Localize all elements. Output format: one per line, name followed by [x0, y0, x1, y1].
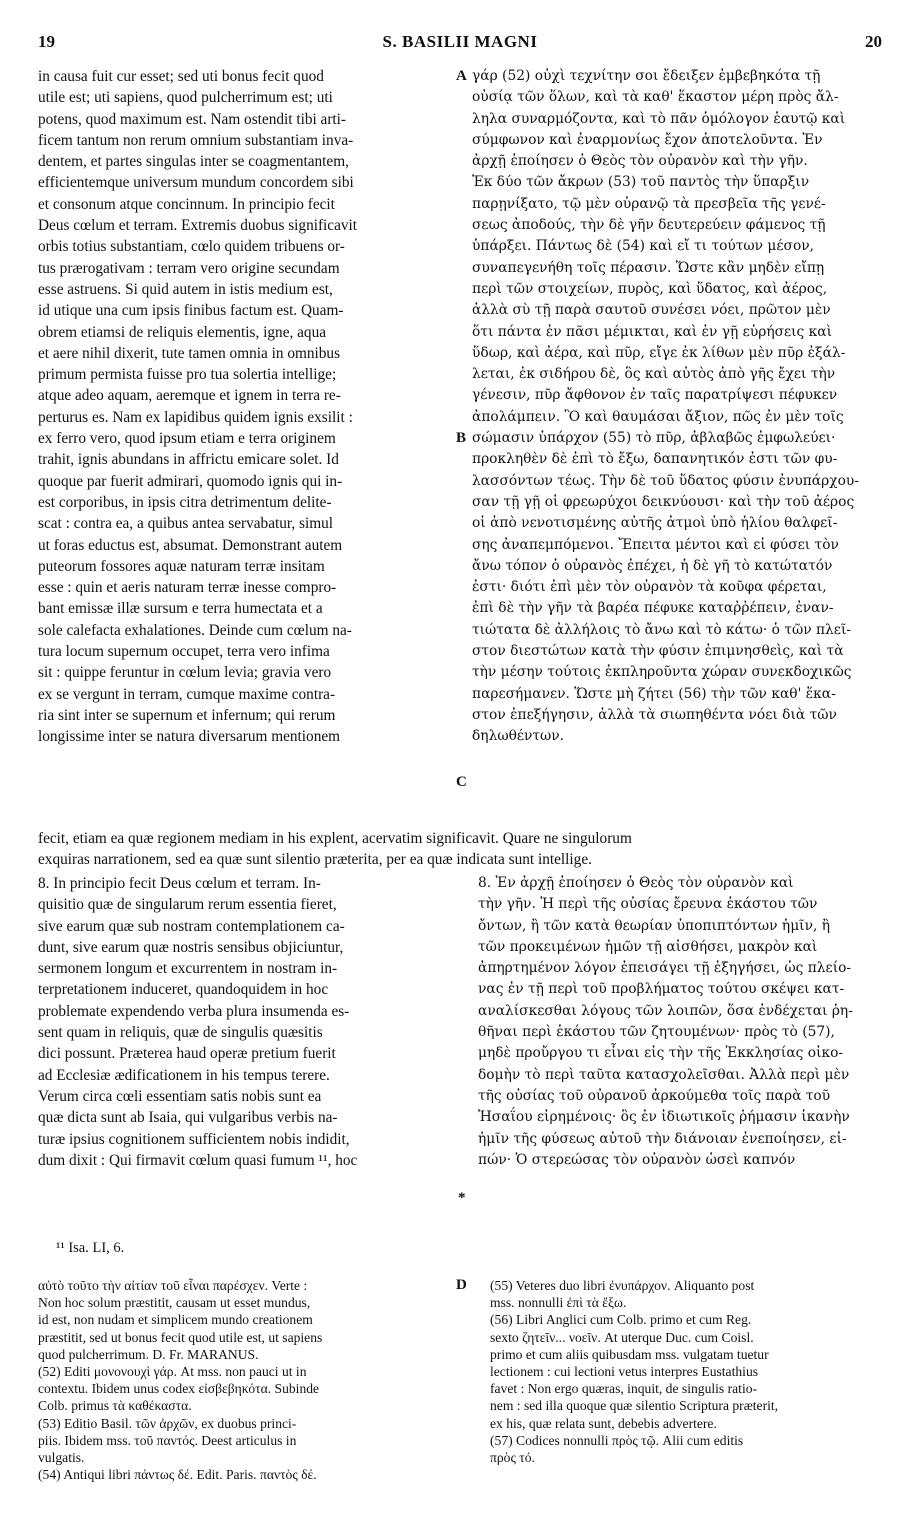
text-line: δομὴν τὸ περὶ ταῦτα κατασχολεῖσθαι. Ἀλλὰ περὶ μὲν — [478, 1066, 850, 1083]
margin-mark-a: A — [456, 68, 467, 84]
text-line: ex se vergunt in terram, cumque maxime contra- — [38, 685, 336, 703]
note-line: lectionem : cui lectioni vetus interpres Eustathius — [490, 1363, 759, 1379]
scripture-footnote: ¹¹ Isa. LI, 6. — [56, 1240, 125, 1256]
text-line: οἱ ἀπὸ νενοτισμένης αὐτῆς ἀτμοὶ ὑπὸ ἡλίου θαλφεῖ- — [472, 515, 838, 532]
text-line: συναπεγενήθη τοῖς πέρασιν. Ὥστε κἂν μηδὲν εἴπῃ — [472, 259, 825, 276]
text-line: σεως ἀποδούς, τὴν δὲ γῆν δευτερεύειν φάμενος τῇ — [472, 217, 826, 234]
note-line: contextu. Ibidem unus codex εἰσβεβηκότα. Subinde — [38, 1381, 320, 1397]
text-line: προκληθὲν δὲ ἐπὶ τὸ ἔξω, δαπανητικόν ἐστι τῶν φυ- — [472, 451, 838, 468]
text-line: θῆναι περὶ ἑκάστου τῶν ζητουμένων· πρὸς τὸ (57), — [478, 1024, 835, 1041]
text-line: potens, quod maximum est. Nam ostendit tibi arti- — [38, 110, 347, 128]
text-line: αναλίσκεσθαι λόγους τῶν λοιπῶν, ὅσα ἐνδέχεται ῥη- — [478, 1002, 853, 1019]
margin-mark-c: C — [456, 774, 467, 790]
text-line: ἐστι· διότι ἐπὶ μὲν τὸν οὐρανὸν τὰ κοῦφα φέρεται, — [472, 579, 827, 596]
text-line: ἀπηρτημένον λόγον ἐπεισάγει τῇ ἐξηγήσει, ὡς πλείο- — [478, 960, 852, 977]
text-line: in causa fuit cur esset; sed uti bonus fecit quod — [38, 68, 324, 85]
text-line: τὴν γῆν. Ἡ περὶ τῆς οὐσίας ἔρευνα ἑκάστου τῶν — [478, 896, 818, 913]
text-line: ὑπάρξει. Πάντως δὲ (54) καὶ εἴ τι τούτων μέσον, — [472, 238, 815, 255]
text-line: ὅτι πάντα ἐν πᾶσι μέμικται, καὶ ἐν γῇ εὑρήσεις καὶ — [472, 323, 833, 340]
note-line: mss. nonnulli ἐπὶ τὰ ἔξω. — [490, 1295, 627, 1311]
running-title: S. BASILII MAGNI — [382, 32, 538, 51]
text-line: ἀρχῇ ἐποίησεν ὁ Θεὸς τὸν οὐρανὸν καὶ τὴν γῆν. — [472, 153, 808, 170]
text-line: νας ἐν τῇ περὶ τοῦ προβλήματος τούτου σκέψει κατ- — [478, 981, 845, 998]
note-line: πρὸς τό. — [490, 1449, 535, 1465]
text-line: ὄντων, ἢ τῶν κατὰ θεωρίαν ὑποπιπτόντων ἡμῖν, ἢ — [478, 917, 830, 934]
text-line: ἄνω τόπον ὁ οὐρανὸς ἐπέχει, ἡ δὲ γῆ τὸ κατώτατόν — [472, 557, 833, 574]
text-line: problemate expendendo verba plura insumenda es- — [38, 1002, 350, 1020]
text-line: πών· Ὁ στερεώσας τὸν οὐρανὸν ὡσεὶ καπνόν — [478, 1151, 796, 1168]
text-line: puteorum fossores aquæ naturam terræ insitam — [38, 557, 325, 575]
text-line: 8. In principio fecit Deus cœlum et terram. In- — [38, 875, 321, 892]
text-line: ἀπολάμπειν. Ὃ καὶ θαυμάσαι ἄξιον, πῶς ἐν μὲν τοῖς — [472, 408, 844, 425]
text-line: ria sint inter se supernum et infernum; qui rerum — [38, 706, 336, 724]
text-line: στον ἐπεξήγησιν, ἀλλὰ τὰ σιωπηθέντα νόει διὰ τῶν — [472, 706, 837, 723]
text-line: 8. Ἐν ἀρχῇ ἐποίησεν ὁ Θεὸς τὸν οὐρανὸν καὶ — [478, 875, 794, 891]
text-line: scat : contra ea, a quibus antea servabatur, simul — [38, 515, 334, 533]
text-line: exquiras narrationem, sed ea quæ sunt silentio præterita, per ea quæ indicata sunt intellige. — [38, 851, 592, 869]
text-line: longissime inter se natura diversarum mentionem — [38, 728, 341, 746]
note-line: Colb. primus τὰ καθέκαστα. — [38, 1398, 192, 1414]
page-number-right: 20 — [865, 32, 882, 51]
text-line: Deus cœlum et terram. Extremis duobus significavit — [38, 217, 358, 235]
text-line: sent quam in reliquis, quæ de singulis quæsitis — [38, 1024, 323, 1042]
text-line: esse : quin et aeris naturam terræ inesse compro- — [38, 579, 337, 597]
text-line: δηλωθέντων. — [472, 728, 565, 745]
text-line: ut foras eductus est, absumat. Demonstrant autem — [38, 536, 343, 554]
text-line: ἐπὶ δὲ τὴν γῆν τὰ βαρέα πέφυκε καταῤῥέπειν, ἐναν- — [472, 600, 834, 617]
text-line: στον διεστώτων κατὰ τὴν φύσιν ἐπιμνησθεὶς, καὶ τὰ — [472, 643, 844, 660]
note-line: piis. Ibidem mss. τοῦ παντός. Deest articulus in — [38, 1432, 297, 1448]
latin-column-section-8 — [38, 873, 451, 1171]
running-header — [38, 32, 882, 54]
text-line: γένεσιν, πῦρ ἄφθονον ἐν ταῖς παρατρίψεσι πέφυκεν — [472, 387, 838, 404]
text-line: ἀλλὰ σὺ τῇ παρὰ σαυτοῦ συνέσει νόει, πρῶτον μὲν — [472, 302, 831, 319]
text-line: id utique una cum ipsis finibus factum est. Quam- — [38, 302, 344, 320]
text-line: bant emissæ illæ sursum e terra humectata et a — [38, 600, 323, 618]
text-line: ex ferro vero, quod ipsum etiam e terra originem — [38, 430, 336, 448]
note-line: αὐτὸ τοῦτο τὴν αἰτίαν τοῦ εἶναι παρέσχεν. Verte : — [38, 1278, 308, 1293]
note-line: nem : sed illa quoque quæ silentio Scriptura præterit, — [490, 1398, 779, 1414]
text-line: obrem etiamsi de reliquis elementis, igne, aqua — [38, 323, 327, 341]
note-line: (57) Codices nonnulli πρὸς τῷ. Alii cum editis — [490, 1432, 744, 1448]
text-line: λεται, ἐκ σιδήρου δὲ, ὃς καὶ αὐτὸς ἀπὸ γῆς ἔχει τὴν — [472, 366, 836, 383]
text-line: sive earum quæ sub nostram contemplationem ca- — [38, 917, 345, 935]
text-line: σύμφωνον καὶ ἐναρμονίως ἔχον ἀποτελοῦντα. Ἐν — [472, 131, 823, 148]
page-number-left: 19 — [38, 32, 55, 51]
margin-mark-asterisk: * — [458, 1190, 466, 1206]
text-line: σώμασιν ὑπάρχον (55) τὸ πῦρ, ἀβλαβῶς ἐμφωλεύει· — [472, 430, 836, 447]
text-line: sermonem longum et excurrentem in nostram in- — [38, 960, 338, 978]
text-line: perturus es. Nam ex lapidibus quidem ignis exsilit : — [38, 408, 353, 426]
text-line: τιώτατα δὲ ἀλλήλοις τὸ ἄνω καὶ τὸ κάτω· ὁ τῶν πλεῖ- — [472, 621, 852, 638]
note-line: quod pulcherrimum. D. Fr. MARANUS. — [38, 1346, 259, 1362]
text-line: fecit, etiam ea quæ regionem mediam in his explent, acervatim significavit. Quare ne singulorum — [38, 830, 632, 847]
text-line: τῆς οὐσίας τοῦ οὐρανοῦ ἀρκούμεθα τοῖς παρὰ τοῦ — [478, 1087, 831, 1104]
text-line: γάρ (52) οὐχὶ τεχνίτην σοι ἔδειξεν ἐμβεβηκότα τῇ — [472, 68, 821, 84]
note-line: (54) Antiqui libri πάντως δέ. Edit. Paris. παντὸς δέ. — [38, 1467, 317, 1483]
note-line: sexto ζητεῖν... νοεῖν. At uterque Duc. cum Coisl. — [490, 1329, 754, 1345]
text-line: σαν τῇ γῇ οἱ φρεωρύχοι δεικνύουσι· καὶ τὴν τοῦ ἀέρος — [472, 493, 855, 510]
text-line: quisitio quæ de singularum rerum essentia fieret, — [38, 896, 337, 914]
note-line: vulgatis. — [38, 1449, 85, 1465]
text-line: dum dixit : Qui firmavit cœlum quasi fumum ¹¹, hoc — [38, 1151, 358, 1169]
text-line: atque adeo aquam, aeremque et ignem in terra re- — [38, 387, 341, 405]
text-line: trahit, ignis abundans in affrictu emicare solet. Id — [38, 451, 339, 469]
text-line: Verum circa cœli essentiam satis nobis sunt ea — [38, 1087, 322, 1105]
text-line: τὴν μέσην τούτοις ἐκπληροῦντα χώραν συνεκδοχικῶς — [472, 664, 852, 681]
greek-column-section-8 — [478, 873, 884, 1171]
text-line: λασσόντων τέως. Τὴν δὲ τοῦ ὕδατος φύσιν ἐνυπάρχου- — [472, 472, 859, 489]
text-line: dentem, et partes singulas inter se coagmentantem, — [38, 153, 349, 171]
margin-mark-d: D — [456, 1277, 467, 1293]
note-line: (53) Editio Basil. τῶν ἀρχῶν, ex duobus princi- — [38, 1415, 297, 1431]
text-line: περὶ τῶν στοιχείων, πυρὸς, καὶ ὕδατος, καὶ ἀέρος, — [472, 280, 828, 297]
text-line: et aere nihil dixerit, tute tamen omnia in omnibus — [38, 344, 341, 362]
note-line: (52) Editi μονονουχὶ γάρ. At mss. non pauci ut in — [38, 1363, 307, 1379]
text-line: ἡμῖν τῆς φύσεως αὐτοῦ τὴν διάνοιαν ἐνεποίησεν, εἰ- — [478, 1130, 847, 1147]
text-line: et consonum atque concinnum. In principio fecit — [38, 195, 335, 213]
note-line: (55) Veteres duo libri ἐνυπάρχον. Aliquanto post — [490, 1278, 755, 1293]
note-line: primo et cum aliis quibusdam mss. vulgatam tuetur — [490, 1346, 769, 1362]
note-line: Non hoc solum præstitit, causam ut esset mundus, — [38, 1295, 311, 1311]
text-line: Ἠσαΐου εἰρημένοις· ὃς ἐν ἰδιωτικοῖς ῥήμασιν ἱκανὴν — [478, 1109, 850, 1126]
text-line: efficientemque universum mundum concordem sibi — [38, 174, 354, 192]
text-line: esse astruens. Si quid autem in istis medium est, — [38, 280, 333, 298]
text-line: quoque par fuerit admirari, quomodo ignis qui in- — [38, 472, 343, 490]
text-line: orbis totius substantiam, cœlo quidem tribuens or- — [38, 238, 345, 256]
text-line: sole calefacta exhalationes. Deinde cum cœlum na- — [38, 621, 352, 639]
notes-right-column — [490, 1277, 884, 1466]
text-line: παρεσήμανεν. Ὥστε μὴ ζήτει (56) τὴν τῶν καθ' ἕκα- — [472, 685, 836, 702]
text-line: primum permista fuisse pro tua solertia intellige; — [38, 366, 337, 384]
text-line: ὕδωρ, καὶ ἀέρα, καὶ πῦρ, εἴγε ἐκ λίθων μὲν πῦρ ἐξάλ- — [472, 344, 846, 361]
note-line: favet : Non ergo quæras, inquit, de singulis ratio- — [490, 1381, 758, 1397]
text-line: σης ἀναπεμπόμενοι. Ἔπειτα μέντοι καὶ εἰ φύσει τὸν — [472, 536, 839, 553]
text-line: ληλα συναρμόζοντα, καὶ τὸ πᾶν ὁμόλογον ἑαυτῷ καὶ — [472, 110, 846, 127]
text-line: ficem tantum non rerum omnium substantiam inva- — [38, 131, 354, 149]
note-line: id est, non nudam et simplicem mundo creationem — [38, 1312, 313, 1328]
latin-column-top — [38, 66, 451, 748]
text-line: τῶν προκειμένων ἡμῶν τῇ αἰσθήσει, μακρὸν καὶ — [478, 938, 818, 955]
note-line: (56) Libri Anglici cum Colb. primo et cum Reg. — [490, 1312, 752, 1328]
text-line: est corporibus, in ipsis citra detrimentum delite- — [38, 493, 332, 511]
text-line: sit : quippe feruntur in cœlum levia; gravia vero — [38, 664, 332, 682]
text-line: Ἐκ δύο τῶν ἄκρων (53) τοῦ παντὸς τὴν ὕπαρξιν — [472, 174, 810, 191]
text-line: μηδὲ προὔργου τι εἶναι εἰς τὴν τῆς Ἐκκλησίας οἰκο- — [478, 1045, 844, 1062]
text-line: quæ dicta sunt ab Isaia, qui vulgaribus verbis na- — [38, 1109, 338, 1127]
note-line: præstitit, sed ut bonus fecit quod utile est, ut sapiens — [38, 1329, 323, 1345]
text-line: οὐσίᾳ τῶν ὅλων, καὶ τὰ καθ' ἕκαστον μέρη πρὸς ἄλ- — [472, 89, 839, 106]
text-line: dunt, sive earum quæ nostris sensibus objiciuntur, — [38, 938, 344, 956]
text-line: tus prærogativam : terram vero origine secundam — [38, 259, 340, 277]
note-line: ex his, quæ relata sunt, debebis advertere. — [490, 1415, 717, 1431]
notes-left-column — [38, 1277, 450, 1483]
margin-mark-b: B — [456, 430, 467, 446]
text-line: dici possunt. Præterea haud operæ pretium fuerit — [38, 1045, 336, 1063]
text-line: παρῃνίξατο, τῷ μὲν οὐρανῷ τὰ πρεσβεῖα τῆς γενέ- — [472, 195, 826, 212]
full-width-lines — [38, 828, 884, 871]
text-line: tura locum supernum occupet, terra vero infima — [38, 643, 330, 661]
text-line: terpretationem induceret, quandoquidem in hoc — [38, 981, 329, 999]
text-line: ad Ecclesiæ ædificationem in his tempus terere. — [38, 1066, 330, 1084]
text-line: turæ ipsius cognitionem sufficientem nobis indidit, — [38, 1130, 350, 1148]
text-line: utile est; uti sapiens, quod pulcherrimum est; uti — [38, 89, 333, 107]
greek-column-top — [472, 66, 884, 748]
